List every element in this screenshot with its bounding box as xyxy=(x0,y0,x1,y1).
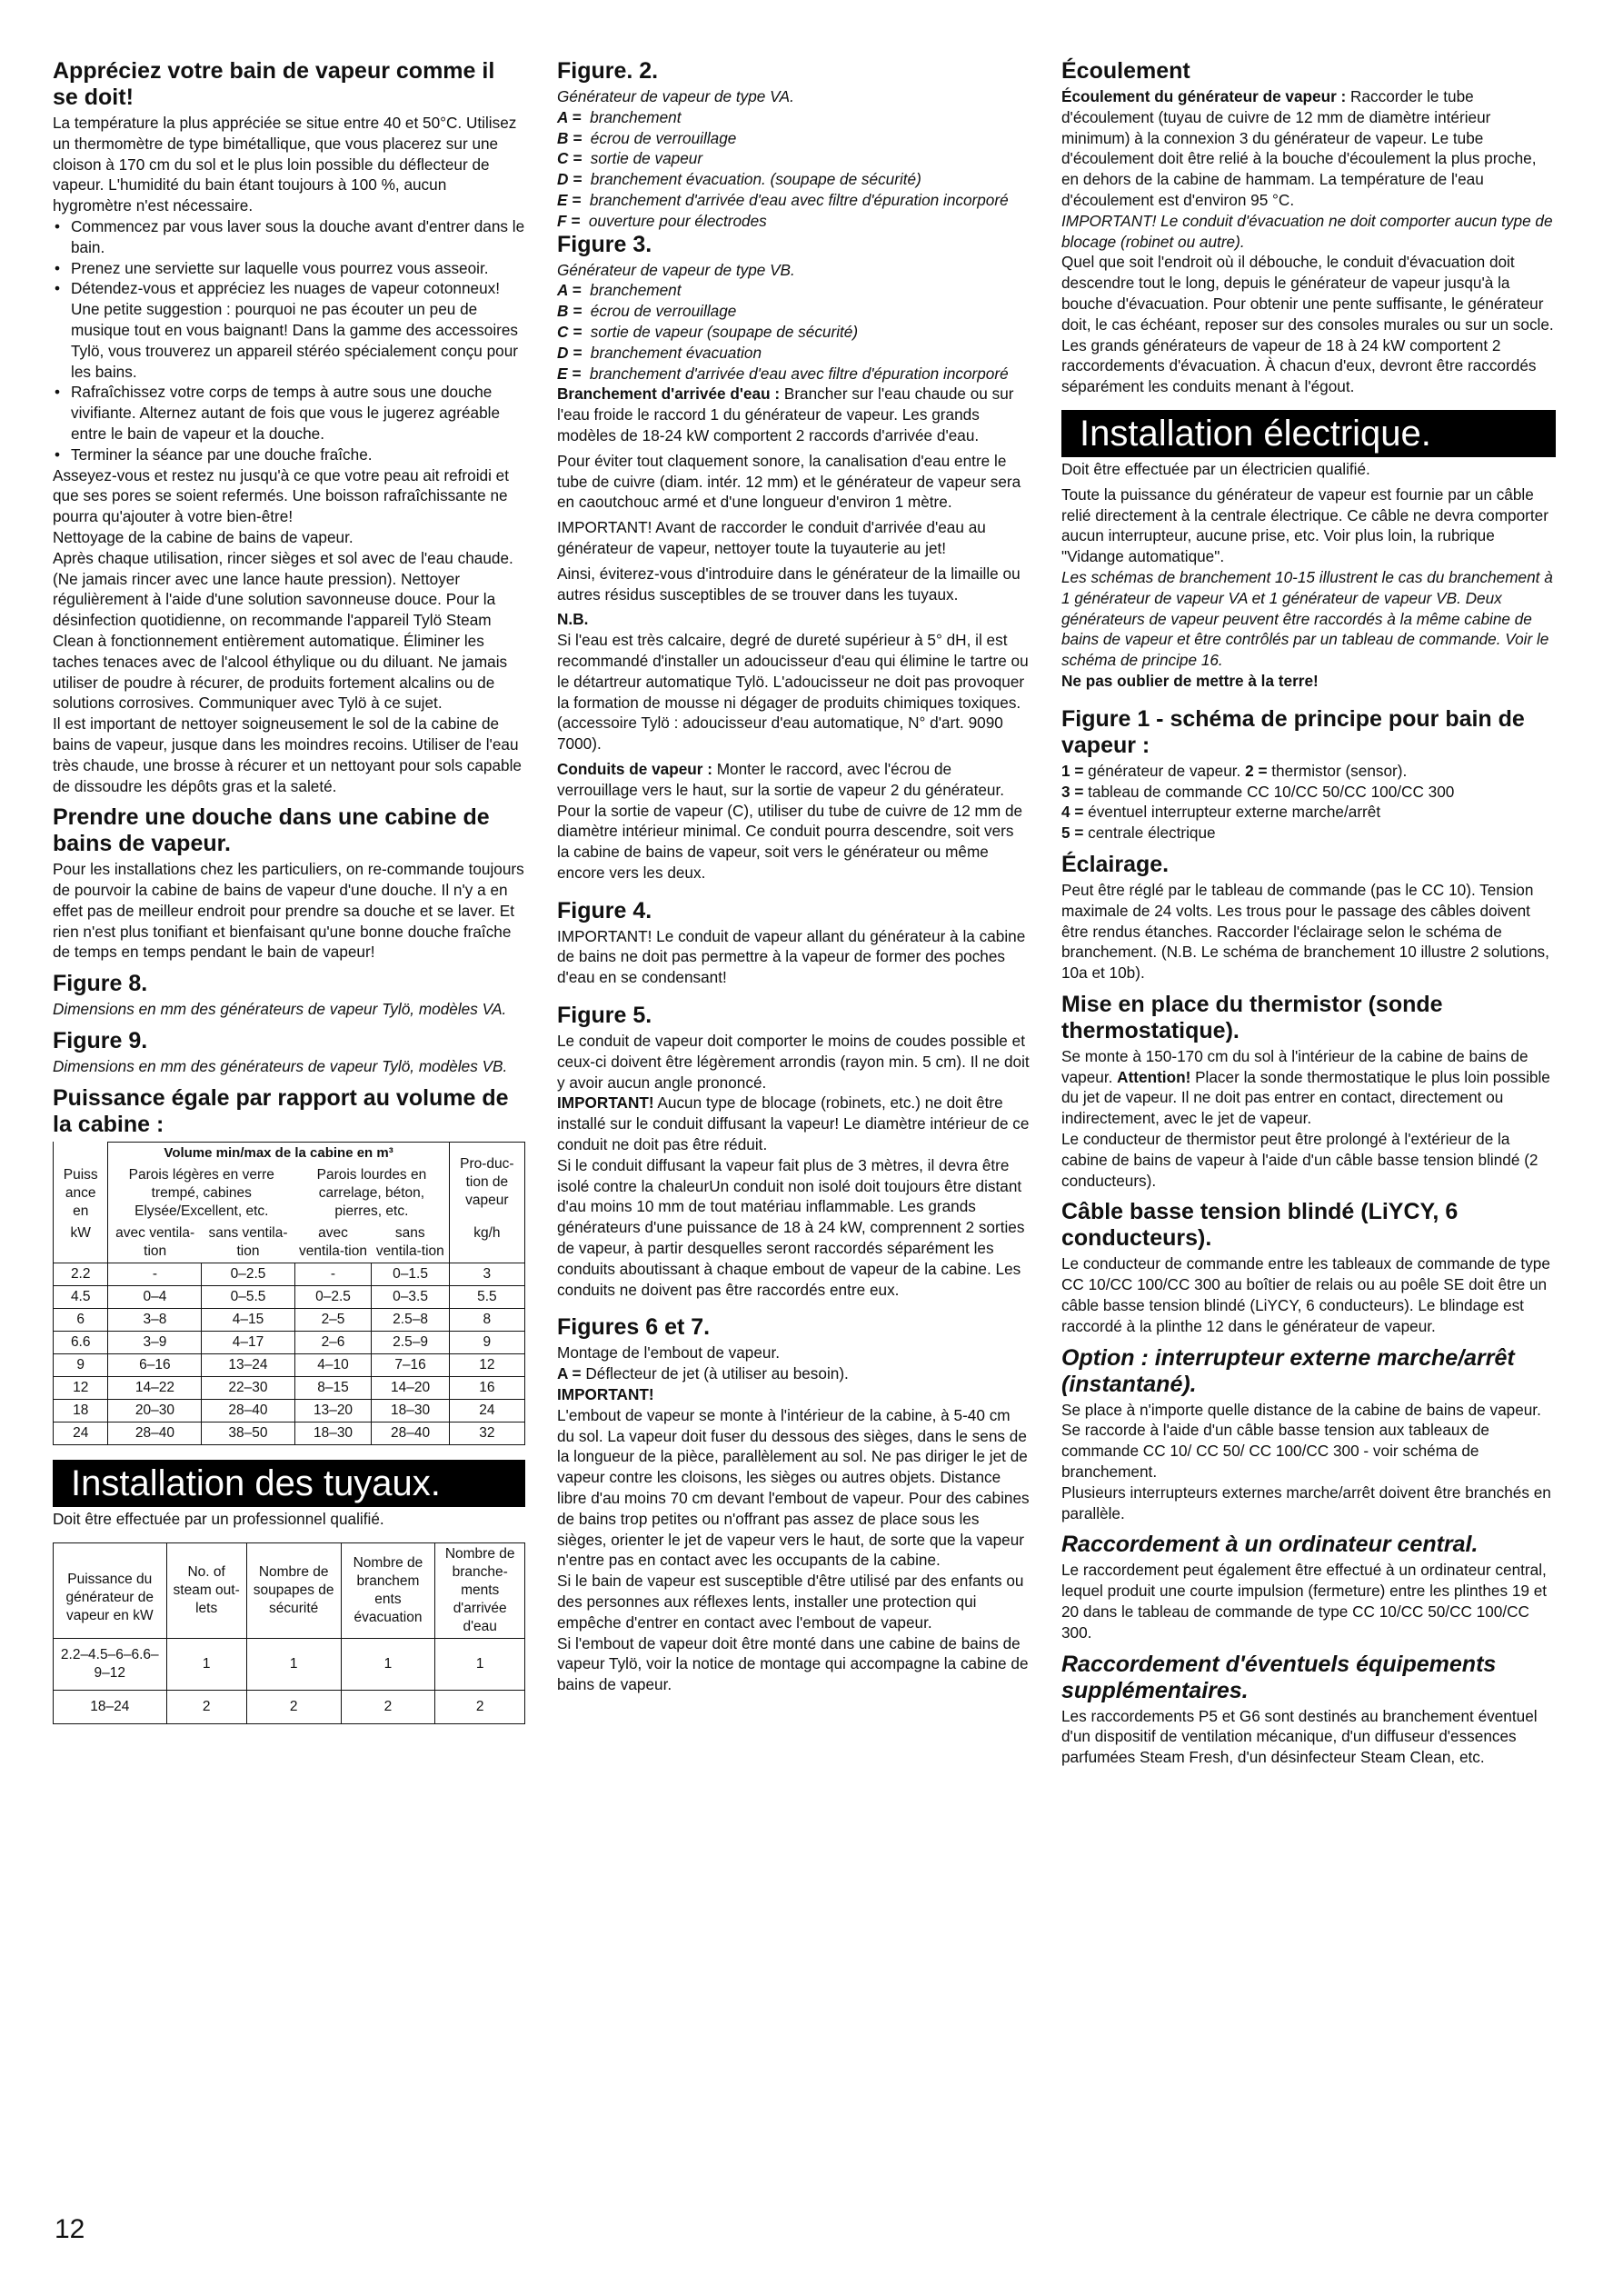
legend-item: E = branchement d'arrivée d'eau avec filtre d'épuration incorporé xyxy=(557,190,1009,209)
paragraph: Peut être réglé par le tableau de commande (pas le CC 10). Tension maximale de 24 volts. Les trous pour le passage des câbles doivent être rendus étanches. Raccorder l'éclairage selon le schéma de branchement. (N.B. Le schéma de branchement 10 illustre 2 solutions, 10a et 10b). xyxy=(1061,880,1549,983)
column-right xyxy=(1061,58,1556,1768)
table-header: Nombre de branchem ents évacuation xyxy=(341,1542,435,1638)
paragraph: Pour éviter tout claquement sonore, la canalisation d'eau entre le tube de cuivre (diam. intér. 12 mm) et le générateur de vapeur sera en caoutchouc armé et d'une longueur d'environ 1 mètre. xyxy=(557,451,1021,512)
list-item: • Rafraîchissez votre corps de temps à autre sous une douche vivifiante. Alternez autant de fois que vous le jugerez agréable entre le bain de vapeur et la douche. xyxy=(55,383,501,443)
bullet-icon: • xyxy=(55,279,61,298)
paragraph: IMPORTANT! Le conduit de vapeur allant du générateur à la cabine de bains ne doit pas permettre à la vapeur de former des poches d'eau en se condensant! xyxy=(557,926,1026,987)
table-header: Puissance du générateur de vapeur en kW xyxy=(54,1542,167,1638)
table-header: Nombre de branche-ments d'arrivée d'eau xyxy=(435,1542,525,1638)
figure-5-title: Figure 5. xyxy=(557,1003,652,1029)
paragraph: IMPORTANT! Le conduit d'évacuation ne doit comporter aucun type de blocage (robinet ou autre). xyxy=(1061,211,1553,251)
bullet-icon: • xyxy=(55,383,61,402)
table-header: kW xyxy=(54,1223,108,1263)
section-title-cable: Câble basse tension blindé (LiYCY, 6 conducteurs). xyxy=(1061,1199,1459,1252)
legend-item: B = écrou de verrouillage xyxy=(557,302,737,321)
legend-item: F = ouverture pour électrodes xyxy=(557,211,767,230)
table-header: No. of steam out-lets xyxy=(166,1542,246,1638)
page-number: 12 xyxy=(55,2214,85,2244)
paragraph: Asseyez-vous et restez nu jusqu'à ce que votre peau ait refroidi et que ses pores se soient refermés. Une boisson rafraîchissante ne pourra qu'ajouter à votre bien-être! xyxy=(53,465,509,526)
table-header: Nombre de soupapes de sécurité xyxy=(246,1542,341,1638)
table-header: avec ventila-tion xyxy=(294,1223,372,1263)
section-title-option-switch: Option : interrupteur externe marche/arrêt (instantané). xyxy=(1061,1344,1515,1397)
section-title-lighting: Éclairage. xyxy=(1061,851,1170,877)
paragraph: Conduits de vapeur : Monter le raccord, avec l'écrou de verrouillage vers le haut, sur la sortie de vapeur 2 du générateur. Pour la sortie de vapeur (C), utiliser du tube de cuivre de 12 mm de diamètre intérieur minimal. Ce conduit pourra descendre, soit vers la cabine de bains de vapeur, soit vers le générateur ou même encore vers les deux. xyxy=(557,759,1023,882)
section-title-central-computer: Raccordement à un ordinateur central. xyxy=(1061,1532,1479,1558)
table-header: Volume min/max de la cabine en m³ xyxy=(108,1142,449,1164)
figure-9-caption: Dimensions en mm des générateurs de vapeur Tylö, modèles VB. xyxy=(53,1057,508,1076)
paragraph: Le raccordement peut également être effectué à un ordinateur central, lequel produit une courte impulsion (fermeture) entre les plinthes 19 et 20 dans le tableau de commande de type CC 10/CC 50/CC 100/CC 300. xyxy=(1061,1561,1548,1642)
legend-item: A = branchement xyxy=(557,107,682,126)
paragraph: Si l'eau est très calcaire, degré de dureté supérieur à 5° dH, il est recommandé d'installer un adoucisseur d'eau qui élimine le tartre ou le détartreur automatique Tylö. L'adoucisseur ne doit pas provoquer la formation de mousse ni dégager de produits chimiques toxiques. (accessoire Tylö : adoucisseur d'eau automatique, N° d'art. 9090 7000). xyxy=(557,631,1029,754)
paragraph: Nettoyage de la cabine de bains de vapeur. xyxy=(53,527,353,546)
figure-2-legend xyxy=(557,107,1030,232)
figure-2-title: Figure. 2. xyxy=(557,58,659,84)
list-item: • Prenez une serviette sur laquelle vous pourrez vous asseoir. xyxy=(55,258,489,277)
figure-2-caption: Générateur de vapeur de type VA. xyxy=(557,87,794,105)
list-item: • Commencez par vous laver sous la douche avant d'entrer dans le bain. xyxy=(55,216,525,256)
legend-item: 1 = générateur de vapeur. 2 = thermistor (sensor). xyxy=(1061,761,1408,780)
legend-item: B = écrou de verrouillage xyxy=(557,128,737,147)
paragraph: Écoulement du générateur de vapeur : Raccorder le tube d'écoulement (tuyau de cuivre de 12 mm de diamètre intérieur minimum) à la connexion 3 du générateur de vapeur. Le tube d'écoulement doit être relié à la bouche d'écoulement la plus proche, en dehors de la cabine de hammam. La température de l'eau d'écoulement est d'environ 95 °C. xyxy=(1061,87,1537,209)
paragraph: IMPORTANT! Aucun type de blocage (robinets, etc.) ne doit être installé sur le conduit diffusant la vapeur! Le diamètre intérieur de ce conduit ne doit pas être réduit. xyxy=(557,1093,1030,1154)
figure-6-7-title: Figures 6 et 7. xyxy=(557,1314,711,1341)
legend-item: D = branchement évacuation. (soupape de sécurité) xyxy=(557,170,921,189)
section-title-thermistor: Mise en place du thermistor (sonde thermostatique). xyxy=(1061,991,1443,1043)
legend-item: 3 = tableau de commande CC 10/CC 50/CC 100/CC 300 xyxy=(1061,782,1455,801)
paragraph: Ne pas oublier de mettre à la terre! xyxy=(1061,671,1319,690)
table-row: 12 14–22 22–30 8–15 14–20 16 xyxy=(54,1376,525,1399)
paragraph: Les schémas de branchement 10-15 illustrent le cas du branchement à 1 générateur de vapeur VA et 1 générateur de vapeur VB. Deux générateurs de vapeur peuvent être raccordés à la même cabine de bains de vapeur et être contrôlés par un tableau de commande. Voir le schéma de principe 16. xyxy=(1061,567,1553,670)
legend-item: A = branchement xyxy=(557,281,682,300)
paragraph: Le conducteur de commande entre les tableaux de commande de type CC 10/CC 100/CC 300 au boîtier de relais ou au poêle SE doit être un câble basse tension blindé (LiYCY, 6 conducteurs). Le blindage est raccordé à la plinthe 12 dans le générateur de vapeur. xyxy=(1061,1254,1550,1335)
section-title-shower: Prendre une douche dans une cabine de bains de vapeur. xyxy=(53,804,490,857)
figure-3-caption: Générateur de vapeur de type VB. xyxy=(557,260,795,279)
paragraph: Plusieurs interrupteurs externes marche/arrêt doivent être branchés en parallèle. xyxy=(1061,1482,1551,1522)
bullet-icon: • xyxy=(55,258,61,277)
paragraph: Après chaque utilisation, rincer sièges et sol avec de l'eau chaude. (Ne jamais rincer avec une lance haute pression). Nettoyer régulièrement à l'aide d'une solution savonneuse douce. Pour la désinfection quotidienne, on recommande l'appareil Tylö Steam Clean à fonctionnement entièrement automatique. Éliminer les taches tenaces avec de l'alcool éthylique ou du diluant. Ne jamais utiliser de poudre à récurer, de produits fortement alcalins ou de solutions corrosives. Communiquer avec Tylö à ce sujet. xyxy=(53,548,513,713)
paragraph: Toute la puissance du générateur de vapeur est fournie par un câble relié directement à la centrale électrique. Ce câble ne devra comporter aucun interrupteur, aucune prise, etc. Voir plus loin, la rubrique "Vidange automatique". xyxy=(1061,484,1548,566)
connections-table xyxy=(53,1542,525,1724)
figure-1-legend xyxy=(1061,761,1556,844)
legend-item: D = branchement évacuation xyxy=(557,343,762,362)
paragraph: Doit être effectuée par un électricien qualifié. xyxy=(1061,459,1370,478)
table-header: Parois lourdes en carrelage, béton, pierres, etc. xyxy=(294,1164,449,1223)
paragraph: Se monte à 150-170 cm du sol à l'intérieur de la cabine de bains de vapeur. Attention! Placer la sonde thermostatique le plus loin possible du jet de vapeur. Il ne doit pas entrer en contact, directement ou indirectement, avec le jet de vapeur. xyxy=(1061,1046,1550,1128)
paragraph: Si l'embout de vapeur doit être monté dans une cabine de bains de vapeur Tylö, voir la notice de montage qui accompagne la cabine de bains de vapeur. xyxy=(557,1633,1029,1694)
paragraph: La température la plus appréciée se situe entre 40 et 50°C. Utilisez un thermomètre de type bimétallique, que vous placerez sur une cloison à 170 cm du sol et le plus loin possible du déflecteur de vapeur. L'humidité du bain étant toujours à 100 %, aucun hygromètre n'est nécessaire. xyxy=(53,114,517,215)
banner-electrical-installation: Installation électrique. xyxy=(1061,410,1556,457)
table-row: 2.2 - 0–2.5 - 0–1.5 3 xyxy=(54,1263,525,1285)
paragraph: Montage de l'embout de vapeur. xyxy=(557,1343,781,1363)
paragraph: Doit être effectuée par un professionnel qualifié. xyxy=(53,1509,384,1528)
list-item: • Détendez-vous et appréciez les nuages de vapeur cotonneux! Une petite suggestion : pourquoi ne pas écouter un peu de musique tout en vous baignant! Dans la gamme des accessoires Tylö, vous trouverez un appareil stéréo spécialement conçu pour les bains. xyxy=(55,279,519,381)
bullet-list xyxy=(53,216,525,465)
table-row: 18 20–30 28–40 13–20 18–30 24 xyxy=(54,1399,525,1422)
table-row: 24 28–40 38–50 18–30 28–40 32 xyxy=(54,1422,525,1444)
banner-pipe-installation: Installation des tuyaux. xyxy=(53,1460,525,1507)
section-title-steam-bath: Appréciez votre bain de vapeur comme il se doit! xyxy=(53,58,495,110)
section-title-power-volume: Puissance égale par rapport au volume de la cabine : xyxy=(53,1084,509,1137)
table-row: 6 3–8 4–15 2–5 2.5–8 8 xyxy=(54,1308,525,1331)
table-row: 6.6 3–9 4–17 2–6 2.5–9 9 xyxy=(54,1331,525,1353)
nb-label: N.B. xyxy=(557,610,589,629)
table-row: 9 6–16 13–24 4–10 7–16 12 xyxy=(54,1353,525,1376)
table-header: Pro-duc-tion de vapeur xyxy=(449,1142,524,1223)
paragraph: Si le bain de vapeur est susceptible d'être utilisé par des enfants ou des personnes aux réflexes lents, installer une protection qui empêche d'entrer en contact avec l'embout de vapeur. xyxy=(557,1572,1024,1632)
table-header: sans ventila-tion xyxy=(202,1223,294,1263)
paragraph: Branchement d'arrivée d'eau : Brancher sur l'eau chaude ou sur l'eau froide le raccord 1 du générateur de vapeur. Les grands modèles de 18-24 kW comportent 2 raccords d'arrivée d'eau. xyxy=(557,384,1014,444)
legend-item: 4 = éventuel interrupteur externe marche/arrêt xyxy=(1061,803,1381,822)
paragraph: A = Déflecteur de jet (à utiliser au besoin). xyxy=(557,1364,849,1383)
figure-1-title: Figure 1 - schéma de principe pour bain de vapeur : xyxy=(1061,705,1525,758)
table-header: kg/h xyxy=(449,1223,524,1263)
paragraph: L'embout de vapeur se monte à l'intérieur de la cabine, à 5-40 cm du sol. La vapeur doit fuser du dessous des sièges, dans le sens de la longueur de la pièce, parallèlement au sol. Ne pas diriger le jet de vapeur contre les cloisons, les sièges ou autres objets. Distance libre d'au moins 70 cm devant l'embout de vapeur. Pour des cabines de bains trop petites ou n'offrant pas assez de place sous les sièges, orienter le jet de vapeur vers le haut, de sorte que la vapeur n'entre pas en contact avec les occupants de la cabine. xyxy=(557,1405,1030,1570)
table-header: avec ventila-tion xyxy=(108,1223,202,1263)
paragraph: Ainsi, éviterez-vous d'introduire dans le générateur de la limaille ou autres résidus susceptibles de se trouver dans les tuyaux. xyxy=(557,564,1021,604)
bullet-icon: • xyxy=(55,444,61,464)
column-middle xyxy=(557,58,1030,1695)
paragraph: Se place à n'importe quelle distance de la cabine de bains de vapeur. Se raccorde à l'aide d'un câble basse tension aux tableaux de commande CC 10/ CC 50/ CC 100/CC 300 - voir schéma de branchement. xyxy=(1061,1400,1541,1482)
table-header: sans ventila-tion xyxy=(372,1223,449,1263)
list-item: • Terminer la séance par une douche fraîche. xyxy=(55,444,373,464)
table-header: Parois légères en verre trempé, cabines Elysée/Excellent, etc. xyxy=(108,1164,294,1223)
paragraph: Les raccordements P5 et G6 sont destinés au branchement éventuel d'un dispositif de ventilation mécanique, d'un diffuseur d'essences parfumées Steam Fresh, d'un désinfecteur Steam Clean, etc. xyxy=(1061,1706,1538,1767)
figure-3-legend xyxy=(557,280,1030,384)
legend-item: C = sortie de vapeur xyxy=(557,149,703,168)
table-row: 18–24 2 2 2 2 xyxy=(54,1690,525,1723)
legend-item: 5 = centrale électrique xyxy=(1061,824,1216,843)
table-row: 4.5 0–4 0–5.5 0–2.5 0–3.5 5.5 xyxy=(54,1285,525,1308)
table-row: 2.2–4.5–6–6.6–9–12 1 1 1 1 xyxy=(54,1638,525,1690)
paragraph: Le conducteur de thermistor peut être prolongé à l'extérieur de la cabine de bains de vapeur à l'aide d'un câble basse tension blindé (2 conducteurs). xyxy=(1061,1130,1538,1190)
important-label: IMPORTANT! xyxy=(557,1385,654,1404)
paragraph: Quel que soit l'endroit où il débouche, le conduit d'évacuation doit descendre tout le long, depuis le générateur de vapeur jusqu'à la bouche d'évacuation. Pour obtenir une pente suffisante, le générateur doit, le cas échéant, reposer sur des consoles murales ou sur un socle. Les grands générateurs de vapeur de 18 à 24 kW comportent 2 raccordements d'évacuation. À chacun d'eux, devront être raccordés séparément les conduits menant à l'égout. xyxy=(1061,253,1554,396)
figure-8-caption: Dimensions en mm des générateurs de vapeur Tylö, modèles VA. xyxy=(53,1000,507,1019)
paragraph: IMPORTANT! Avant de raccorder le conduit d'arrivée d'eau au générateur de vapeur, nettoyer toute la tuyauterie au jet! xyxy=(557,518,986,557)
column-left xyxy=(53,58,525,1724)
power-volume-table xyxy=(53,1142,525,1445)
legend-item: C = sortie de vapeur (soupape de sécurité) xyxy=(557,322,859,341)
figure-4-title: Figure 4. xyxy=(557,897,652,923)
section-title-drainage: Écoulement xyxy=(1061,58,1190,84)
table-header: Puiss ance en xyxy=(54,1164,108,1223)
section-title-extra-equipment: Raccordement d'éventuels équipements supplémentaires. xyxy=(1061,1651,1497,1703)
bullet-icon: • xyxy=(55,216,61,235)
figure-9-title: Figure 9. xyxy=(53,1028,148,1054)
legend-item: E = branchement d'arrivée d'eau avec filtre d'épuration incorporé xyxy=(557,364,1009,383)
paragraph: Pour les installations chez les particuliers, on re-commande toujours de pourvoir la cabine de bains de vapeur d'une douche. Il n'y a en effet pas de meilleur endroit pour prendre sa douche et se laver. Et rien n'est plus tonifiant et bienfaisant qu'une bonne douche fraîche de temps en temps pendant le bain de vapeur! xyxy=(53,860,524,962)
paragraph: Le conduit de vapeur doit comporter le moins de coudes possible et ceux-ci doivent être légèrement arrondis (rayon min. 5 cm). Il ne doit y avoir aucun angle prononcé. xyxy=(557,1032,1030,1092)
figure-8-title: Figure 8. xyxy=(53,971,148,997)
figure-3-title: Figure 3. xyxy=(557,231,652,257)
paragraph: Si le conduit diffusant la vapeur fait plus de 3 mètres, il devra être isolé contre la chaleurUn conduit non isolé doit toujours être distant d'au moins 10 mm de tout matériau inflammable. Les grands générateurs d'une puissance de 18 à 24 kW, comprennent 2 sorties de vapeur, à partir desquelles seront raccordés séparément les conduits aboutissant à chaque embout de vapeur de la cabine. Les conduits ne doivent pas être raccordés entre eux. xyxy=(557,1155,1025,1299)
paragraph: Il est important de nettoyer soigneusement le sol de la cabine de bains de vapeur, jusque dans les moindres recoins. Utiliser de l'eau très chaude, une brosse à récurer et un nettoyant pour sols capable de dissoudre les dépôts gras et la saleté. xyxy=(53,714,522,795)
